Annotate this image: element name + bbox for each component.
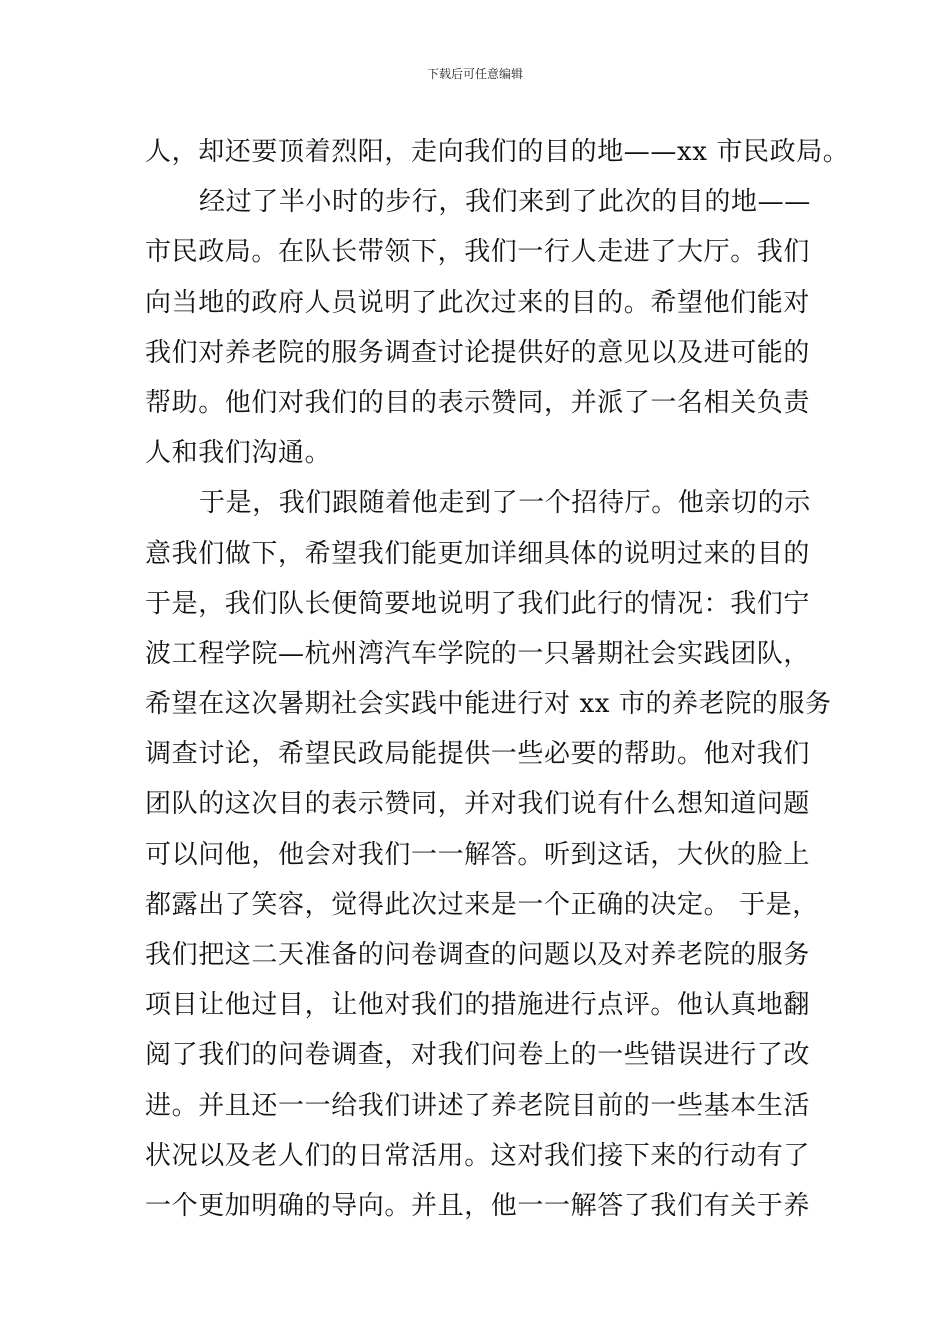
document-body [145, 127, 850, 1231]
text-line: 可以问他，他会对我们一一解答。听到这话，大伙的脸上 [145, 839, 811, 870]
text-line: 进。并且还一一给我们讲述了养老院目前的一些基本生活 [145, 1090, 811, 1121]
text-line: 人，却还要顶着烈阳，走向我们的目的地——xx 市民政局。 [145, 137, 850, 167]
text-line: 我们把这二天准备的问卷调查的问题以及对养老院的服务 [145, 940, 811, 970]
text-line: 于是，我们队长便简要地说明了我们此行的情况：我们宁 [145, 588, 811, 619]
text-line: 项目让他过目，让他对我们的措施进行点评。他认真地翻 [145, 990, 811, 1021]
text-line: 都露出了笑容，觉得此次过来是一个正确的决定。 于是， [145, 889, 819, 920]
text-line: 阅了我们的问卷调查，对我们问卷上的一些错误进行了改 [145, 1040, 811, 1071]
text-line: 波工程学院—杭州湾汽车学院的一只暑期社会实践团队， [145, 638, 811, 669]
paragraph-first-line: 于是，我们跟随着他走到了一个招待厅。他亲切的示 [199, 488, 811, 519]
text-line: 市民政局。在队长带领下，我们一行人走进了大厅。我们 [145, 237, 811, 268]
text-line: 团队的这次目的表示赞同，并对我们说有什么想知道问题 [145, 789, 811, 820]
page-header-note: 下载后可任意编辑 [426, 67, 523, 81]
text-line: 状况以及老人们的日常活用。这对我们接下来的行动有了 [145, 1140, 811, 1171]
text-line: 一个更加明确的导向。并且，他一一解答了我们有关于养 [145, 1190, 811, 1221]
text-line: 向当地的政府人员说明了此次过来的目的。希望他们能对 [145, 287, 811, 318]
paragraph-first-line: 经过了半小时的步行，我们来到了此次的目的地—— [199, 187, 811, 218]
text-line: 人和我们沟通。 [145, 438, 332, 469]
text-line: 意我们做下，希望我们能更加详细具体的说明过来的目的 [145, 538, 811, 569]
text-line: 帮助。他们对我们的目的表示赞同，并派了一名相关负责 [145, 387, 811, 418]
text-line: 调查讨论，希望民政局能提供一些必要的帮助。他对我们 [145, 739, 811, 770]
text-line: 我们对养老院的服务调查讨论提供好的意见以及进可能的 [145, 337, 811, 368]
text-line: 希望在这次暑期社会实践中能进行对 xx 市的养老院的服务 [145, 689, 832, 720]
